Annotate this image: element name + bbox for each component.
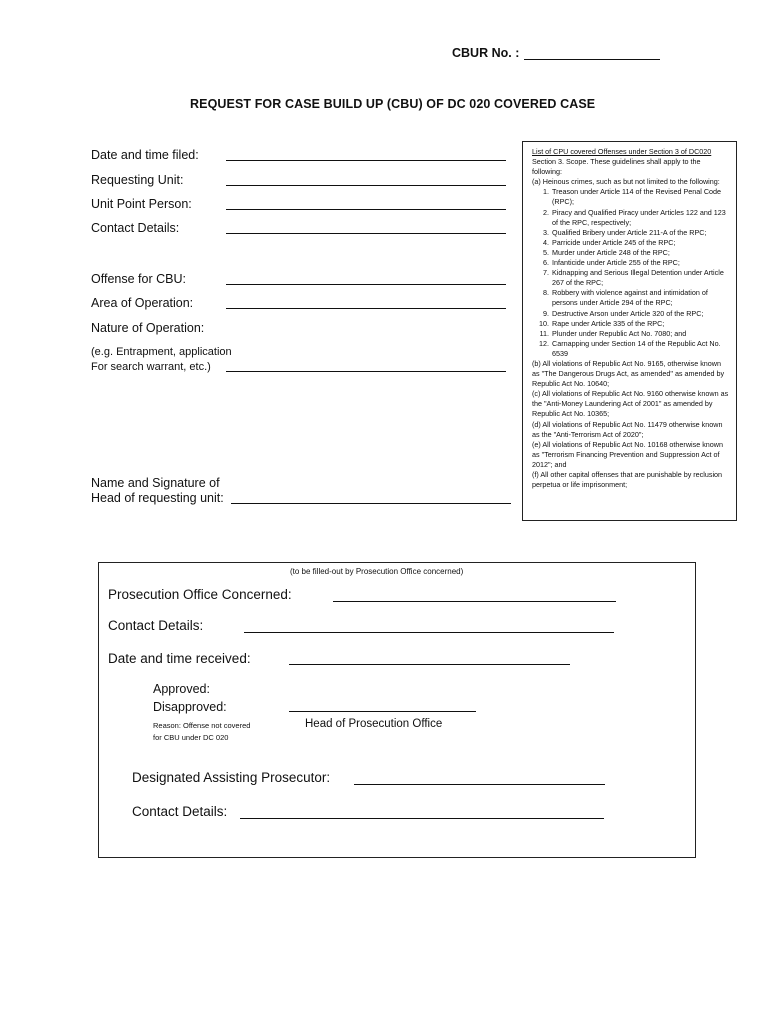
- approved-label: Approved:: [153, 682, 210, 696]
- signature-field[interactable]: [231, 503, 511, 504]
- area-of-operation-label: Area of Operation:: [91, 296, 194, 310]
- contact-details-label: Contact Details:: [91, 221, 180, 235]
- assisting-prosecutor-label: Designated Assisting Prosecutor:: [132, 770, 331, 785]
- date-time-filed-field[interactable]: [226, 160, 506, 161]
- offense-list-scope: Section 3. Scope. These guidelines shall apply to the following:: [532, 157, 701, 177]
- form-title: REQUEST FOR CASE BUILD UP (CBU) OF DC 020 COVERED CASE: [190, 97, 596, 111]
- list-item: 4. Parricide under Article 245 of the RPC;: [551, 238, 730, 248]
- list-item: 7. Kidnapping and Serious Illegal Detention under Article 267 of the RPC;: [551, 268, 730, 288]
- offense-for-cbu-field[interactable]: [226, 284, 506, 285]
- prosecution-contact-details-field[interactable]: [244, 632, 614, 633]
- covered-offenses-box: [522, 141, 737, 521]
- offense-list-c: (c) All violations of Republic Act No. 9160 otherwise known as the "Anti-Money Laundering Act of 2001" as amended by Republic Act No. 10365;: [532, 389, 729, 419]
- reason-line1: Reason: Offense not covered: [153, 721, 251, 730]
- offense-list-b: (b) All violations of Republic Act No. 9165, otherwise known as "The Dangerous Drugs Act, as amended" as amended by Republic Act No. 10640;: [532, 358, 725, 389]
- list-item: 1. Treason under Article 114 of the Revised Penal Code (RPC);: [551, 187, 730, 207]
- reason-line2: for CBU under DC 020: [153, 733, 229, 742]
- requesting-unit-field[interactable]: [226, 185, 506, 186]
- contact-details-field[interactable]: [226, 233, 506, 234]
- nature-of-operation-label: Nature of Operation:: [91, 321, 205, 335]
- signature-label-line1: Name and Signature of: [91, 476, 220, 490]
- list-item: 5. Murder under Article 248 of the RPC;: [551, 248, 730, 258]
- signature-label-line2: Head of requesting unit:: [91, 491, 224, 505]
- date-time-filed-label: Date and time filed:: [91, 148, 199, 162]
- offense-for-cbu-label: Offense for CBU:: [91, 272, 186, 286]
- assisting-prosecutor-field[interactable]: [354, 784, 605, 785]
- nature-example-line1: (e.g. Entrapment, application: [91, 346, 232, 358]
- cbur-number-field[interactable]: [524, 59, 660, 60]
- requesting-unit-label: Requesting Unit:: [91, 173, 184, 187]
- unit-point-person-label: Unit Point Person:: [91, 197, 192, 211]
- prosecutor-contact-details-label: Contact Details:: [132, 804, 228, 819]
- list-item: 11. Plunder under Republic Act No. 7080; and: [551, 329, 730, 339]
- offense-list-e: (e) All violations of Republic Act No. 10168 otherwise known as "Terrorism Financing Prevention and Suppression Act of 2012"; and: [532, 439, 723, 469]
- head-prosecution-signature-field[interactable]: [289, 711, 476, 712]
- unit-point-person-field[interactable]: [226, 209, 506, 210]
- offense-list-title: List of CPU covered Offenses under Section 3 of DC020: [532, 147, 712, 156]
- list-item: 12. Carnapping under Section 14 of the Republic Act No. 6539: [551, 339, 730, 359]
- cbur-number-label: CBUR No. :: [452, 46, 520, 60]
- prosecution-note: (to be filled-out by Prosecution Office concerned): [290, 567, 464, 576]
- prosecution-contact-details-label: Contact Details:: [108, 618, 204, 633]
- nature-example-line2: For search warrant, etc.): [91, 361, 211, 373]
- list-item: 3. Qualified Bribery under Article 211-A of the RPC;: [551, 228, 730, 238]
- prosecution-office-concerned-field[interactable]: [333, 601, 616, 602]
- list-item: 6. Infanticide under Article 255 of the RPC;: [551, 258, 730, 268]
- area-of-operation-field[interactable]: [226, 308, 506, 309]
- date-time-received-field[interactable]: [289, 664, 570, 665]
- offense-list-d: (d) All violations of Republic Act No. 11479 otherwise known as the "Anti-Terrorism Act of 2020";: [532, 419, 723, 439]
- list-item: 8. Robbery with violence against and intimidation of persons under Article 294 of the RPC;: [551, 288, 730, 308]
- list-item: 9. Destructive Arson under Article 320 of the RPC;: [551, 309, 730, 319]
- offense-list-heinous-intro: (a) Heinous crimes, such as but not limited to the following:: [532, 177, 720, 187]
- list-item: 2. Piracy and Qualified Piracy under Articles 122 and 123 of the RPC, respectively;: [551, 208, 730, 228]
- date-time-received-label: Date and time received:: [108, 651, 251, 666]
- list-item: 10. Rape under Article 335 of the RPC;: [551, 319, 730, 329]
- prosecutor-contact-details-field[interactable]: [240, 818, 604, 819]
- heinous-crimes-list: [532, 187, 730, 359]
- head-prosecution-label: Head of Prosecution Office: [305, 718, 443, 730]
- disapproved-label: Disapproved:: [153, 700, 227, 714]
- nature-of-operation-field[interactable]: [226, 371, 506, 372]
- prosecution-office-concerned-label: Prosecution Office Concerned:: [108, 587, 292, 602]
- offense-list-f: (f) All other capital offenses that are punishable by reclusion perpetua or life imprisonment;: [532, 470, 723, 490]
